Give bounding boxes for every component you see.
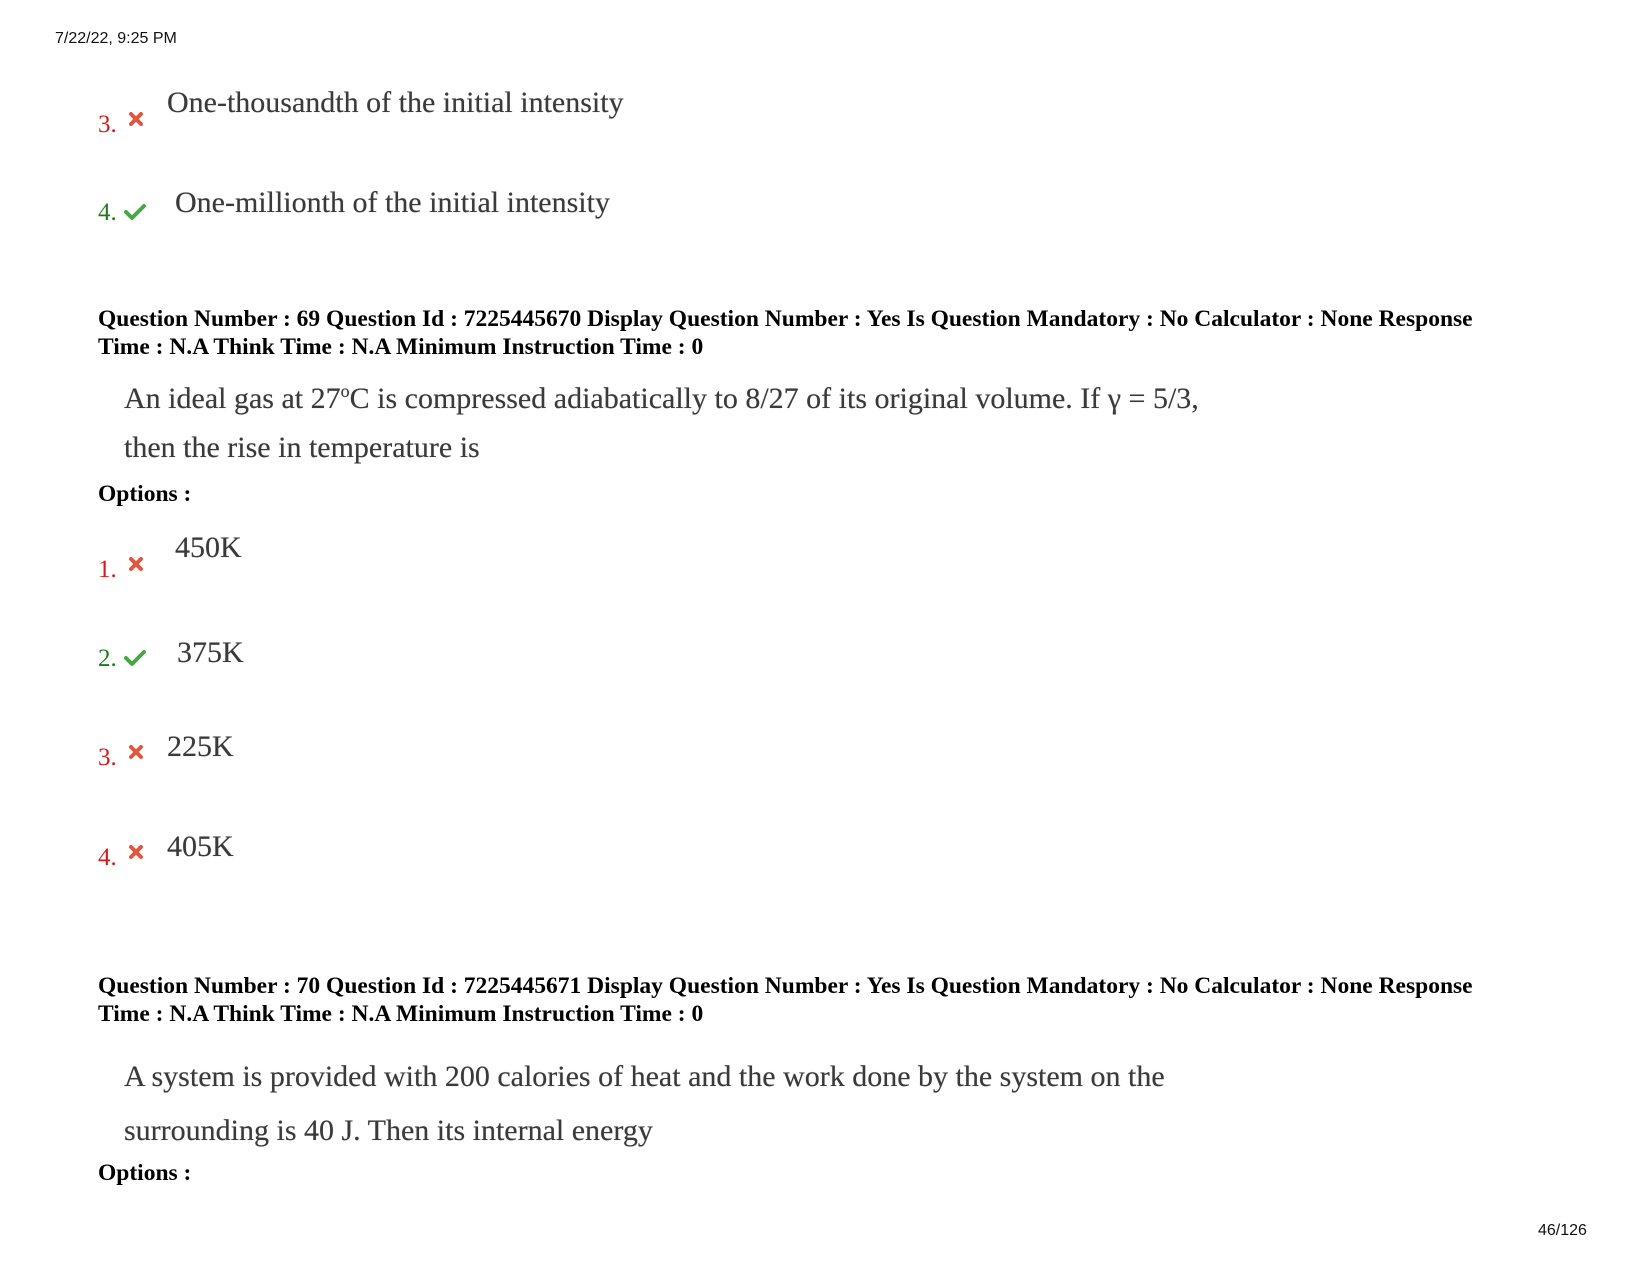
question-70-text-line-2: surrounding is 40 J. Then its internal energy <box>124 1114 653 1147</box>
question-meta-line: Question Number : 70 Question Id : 7225445671 Display Question Number : Yes Is Question Mandatory : No Calculator : None Response <box>98 973 1473 999</box>
question-69-meta <box>98 305 1578 361</box>
prev-option-4 <box>98 200 147 225</box>
options-label: Options : <box>98 1160 192 1186</box>
check-icon <box>123 648 147 668</box>
option-number: 1. <box>98 556 117 583</box>
print-timestamp: 7/22/22, 9:25 PM <box>55 30 177 47</box>
check-icon <box>123 202 147 222</box>
question-70-text-line-1: A system is provided with 200 calories of heat and the work done by the system on the <box>124 1060 1165 1093</box>
option-number: 2. <box>98 645 117 672</box>
cross-icon <box>127 555 145 573</box>
question-69-text-line-1 <box>124 382 1199 414</box>
prev-option-3-text: One-thousandth of the initial intensity <box>167 86 624 119</box>
q69-option-1 <box>98 557 145 582</box>
options-label: Options : <box>98 481 192 507</box>
question-meta-line: Time : N.A Think Time : N.A Minimum Instruction Time : 0 <box>98 334 704 360</box>
question-meta-line: Question Number : 69 Question Id : 7225445670 Display Question Number : Yes Is Question Mandatory : No Calculator : None Response <box>98 306 1473 332</box>
question-70-meta <box>98 972 1578 1028</box>
q69-option-3 <box>98 745 145 770</box>
degree-superscript: o <box>340 381 350 401</box>
option-number: 4. <box>98 844 117 871</box>
question-meta-line: Time : N.A Think Time : N.A Minimum Instruction Time : 0 <box>98 1001 704 1027</box>
q69-option-4-text: 405K <box>167 830 234 863</box>
text-part: An ideal gas at 27 <box>124 382 341 415</box>
option-number: 3. <box>98 744 117 771</box>
text-part: C is compressed adiabatically to 8/27 of its original volume. If γ = 5/3, <box>349 382 1199 415</box>
q69-option-2 <box>98 646 147 671</box>
cross-icon <box>127 110 145 128</box>
prev-option-4-text: One-millionth of the initial intensity <box>175 186 610 219</box>
option-number: 3. <box>98 111 117 138</box>
q69-option-2-text: 375K <box>177 636 244 669</box>
question-69-text-line-2: then the rise in temperature is <box>124 431 480 464</box>
q69-option-4 <box>98 845 145 870</box>
prev-option-3 <box>98 112 145 137</box>
cross-icon <box>127 843 145 861</box>
option-number: 4. <box>98 199 117 226</box>
cross-icon <box>127 743 145 761</box>
q69-option-3-text: 225K <box>167 730 234 763</box>
q69-option-1-text: 450K <box>175 531 242 564</box>
page-number: 46/126 <box>1538 1222 1587 1239</box>
